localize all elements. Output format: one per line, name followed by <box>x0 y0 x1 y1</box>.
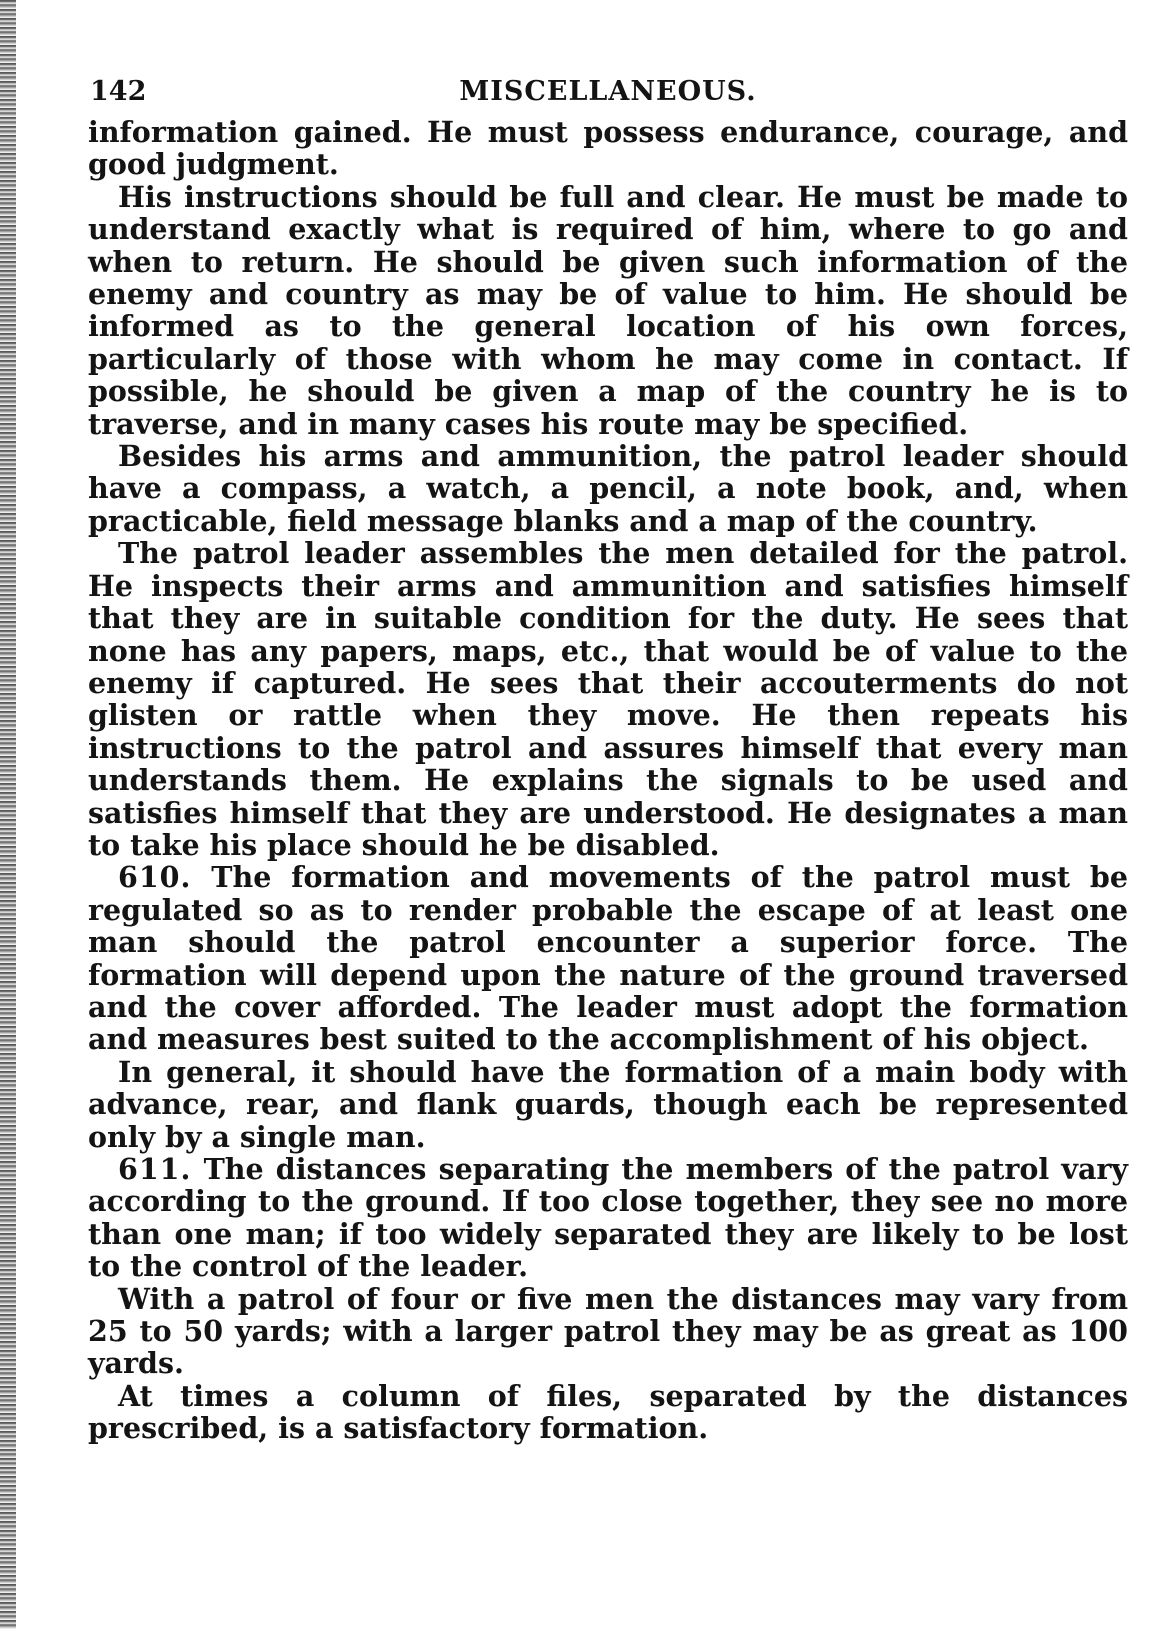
paragraph-text: Besides his arms and ammunition, the patrol leader should have a compass, a watch, a pencil, a note book, and, when practicable, field message blanks and a map of the country. <box>88 439 1128 538</box>
paragraph-611 <box>88 1153 1128 1283</box>
paragraph-text: The patrol leader assembles the men detailed for the patrol. He inspects their arms and ammunition and satisfies himself that they are in suitable condition for the duty. He sees that none has any papers, maps, etc., that would be of value to the enemy if captured. He sees that their accouterments do not glisten or rattle when they move. He then repeats his instructions to the patrol and assures himself that every man understands them. He explains the signals to be used and satisfies himself that they are understood. He designates a man to take his place should he be disabled. <box>88 536 1128 862</box>
paragraph-text: The formation and movements of the patrol must be regulated so as to render probable the escape of at least one man should the patrol encounter a superior force. The formation will depend upon the nature of the ground traversed and the cover afforded. The leader must adopt the formation and measures best suited to the accomplishment of his object. <box>88 860 1128 1057</box>
page-number: 142 <box>90 76 147 107</box>
paragraph-text: In general, it should have the formation of a main body with advance, rear, and flank guards, though each be represented only by a single man. <box>88 1054 1128 1154</box>
paragraph-instructions <box>88 181 1128 440</box>
book-page <box>88 62 1128 1445</box>
page-edge <box>0 0 16 1629</box>
paragraph-text: With a patrol of four or five men the distances may vary from 25 to 50 yards; with a larger patrol they may be as great as 100 yards. <box>88 1281 1128 1381</box>
running-head: MISCELLANEOUS. <box>459 76 757 107</box>
paragraph-number: 610. <box>118 860 192 895</box>
paragraph-general-formation <box>88 1056 1128 1153</box>
paragraph-text: The distances separating the members of the patrol vary according to the ground. If too close together, they see no more than one man; if too widely separated they are likely to be lost to the control of the leader. <box>88 1152 1128 1284</box>
page-header <box>88 62 1128 116</box>
paragraph-text: At times a column of files, separated by the distances prescribed, is a satisfactory formation. <box>88 1378 1128 1446</box>
paragraph-column-of-files <box>88 1380 1128 1445</box>
paragraph-continued <box>88 116 1128 181</box>
paragraph-text: information gained. He must possess endurance, courage, and good judgment. <box>88 115 1128 182</box>
paragraph-assembly <box>88 537 1128 861</box>
paragraph-610 <box>88 861 1128 1055</box>
body-text <box>88 116 1128 1445</box>
paragraph-distances <box>88 1283 1128 1380</box>
paragraph-number: 611. <box>118 1152 192 1186</box>
paragraph-equipment <box>88 440 1128 537</box>
paragraph-text: His instructions should be full and clear. He must be made to understand exactly what is required of him, where to go and when to return. He should be given such information of the enemy and country as may be of value to him. He should be informed as to the general location of his own forces, particularly of those with whom he may come in contact. If possible, he should be given a map of the country he is to traverse, and in many cases his route may be specified. <box>88 179 1128 441</box>
